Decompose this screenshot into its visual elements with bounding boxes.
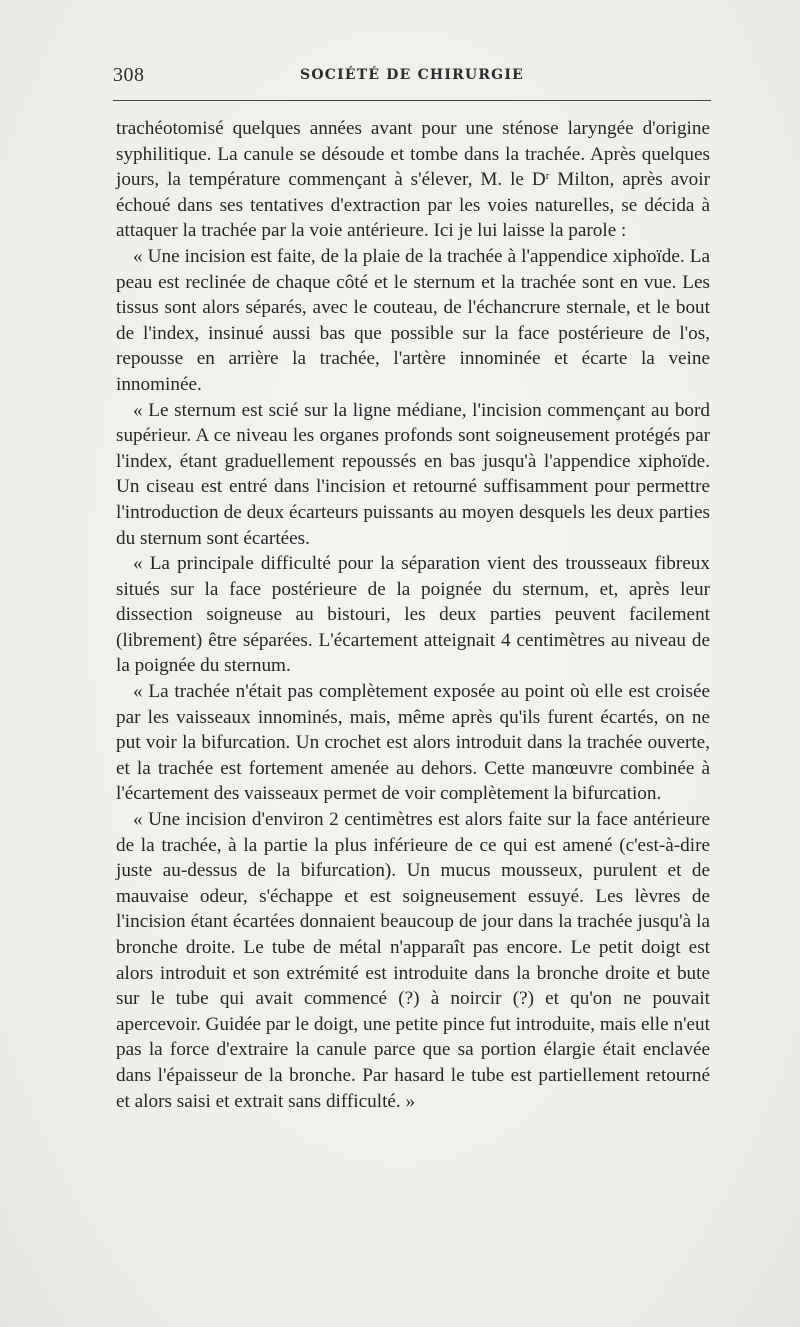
page-number: 308 <box>113 64 145 86</box>
paragraph-1 <box>116 116 710 244</box>
doctor-abbrev-superscript: r <box>545 170 550 183</box>
page-header <box>113 64 711 88</box>
paragraph-5: « La trachée n'était pas complètement exposée au point où elle est croisée par les vaisseaux innominés, mais, même après qu'ils furent écartés, on ne put voir la bifurcation. Un crochet est alors introduit dans la trachée ouverte, et la trachée est fortement amenée au dehors. Cette manœuvre combinée à l'écartement des vaisseaux permet de voir complètement la bifurcation. <box>116 681 710 805</box>
paragraph-2: « Une incision est faite, de la plaie de la trachée à l'appendice xiphoïde. La peau est reclinée de chaque côté et le sternum et la trachée sont en vue. Les tissus sont alors séparés, avec le couteau, de l'échancrure sternale, et le bout de l'index, insinué aussi bas que possible sur la face postérieure de l'os, repousse en arrière la trachée, l'artère innominée et écarte la veine innominée. <box>116 245 710 395</box>
paragraph-3: « Le sternum est scié sur la ligne médiane, l'incision commençant au bord supérieur. A ce niveau les organes profonds sont soigneusement protégés par l'index, étant graduellement repoussés en bas jusqu'à l'appendice xiphoïde. Un ciseau est entré dans l'incision et retourné suffisamment pour permettre l'introduction de deux écarteurs puissants au moyen desquels les deux parties du sternum sont écartées. <box>116 399 710 549</box>
body-text <box>116 116 710 1114</box>
paragraph-1-text-b: Milton, après avoir échoué dans ses tentatives d'extraction par les voies naturelles, se décida à attaquer la trachée par la voie antérieure. Ici je lui laisse la parole : <box>116 169 710 242</box>
paragraph-1-text-a: trachéotomisé quelques années avant pour une sténose laryngée d'origine syphilitique. La canule se désoude et tombe dans la trachée. Après quelques jours, la température commençant à s'élever, M. le D <box>116 118 710 191</box>
paragraph-4: « La principale difficulté pour la séparation vient des trousseaux fibreux situés sur la face postérieure de la poignée du sternum, et, après leur dissection soigneuse au bistouri, les deux parties peuvent facilement (librement) être séparées. L'écartement atteignait 4 centimètres au niveau de la poignée du sternum. <box>116 553 710 677</box>
running-title: SOCIÉTÉ DE CHIRURGIE <box>300 67 524 83</box>
header-rule <box>113 100 711 101</box>
paragraph-6: « Une incision d'environ 2 centimètres est alors faite sur la face antérieure de la trachée, à la partie la plus inférieure de ce qui est amené (c'est-à-dire juste au-dessus de la bifurcation). Un mucus mousseux, purulent et de mauvaise odeur, s'échappe et est soigneusement essuyé. Les lèvres de l'incision étant écartées donnaient beaucoup de jour dans la trachée jusqu'à la bronche droite. Le tube de métal n'apparaît pas encore. Le petit doigt est alors introduit et son extrémité est introduite dans la bronche droite et bute sur le tube qui avait commencé (?) à noircir (?) et qu'on ne pouvait apercevoir. Guidée par le doigt, une petite pince fut introduite, mais elle n'eut pas la force d'extraire la canule parce que sa portion élargie était enclavée dans l'épaisseur de la bronche. Par hasard le tube est partiellement retourné et alors saisi et extrait sans difficulté. » <box>116 809 710 1112</box>
